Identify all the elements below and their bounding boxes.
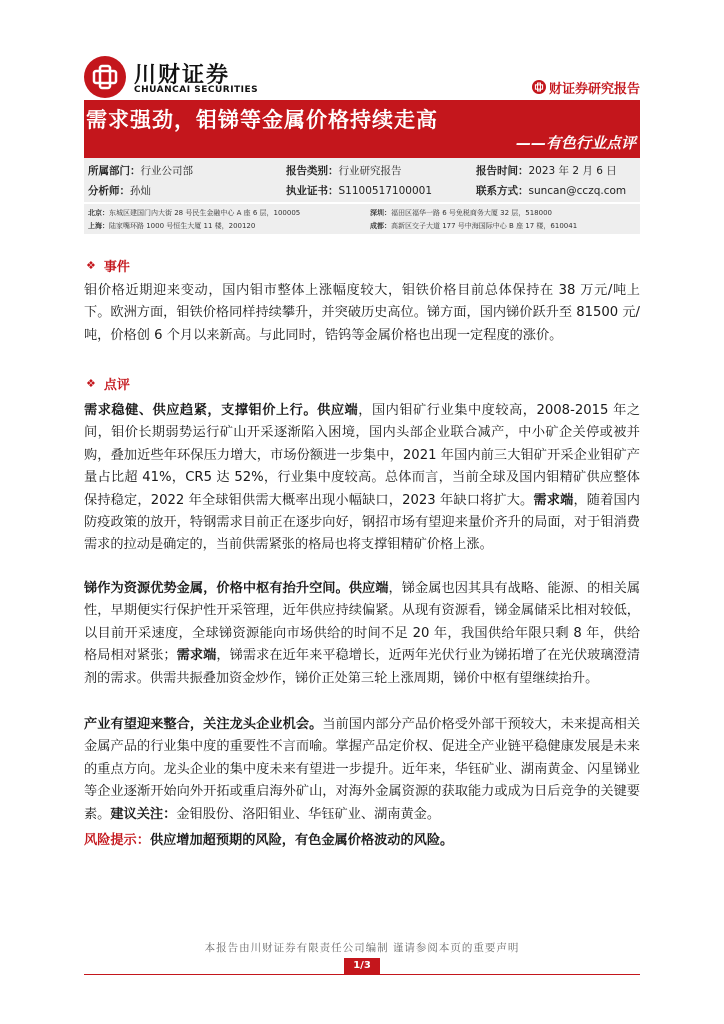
analyst-field: 分析师：孙灿 [88,184,151,197]
address-beijing: 北京：东城区建国门内大街 28 号民生金融中心 A 座 6 层，100005 [88,209,301,217]
time-field: 报告时间：2023 年 2 月 6 日 [476,164,617,177]
event-heading: ❖ 事件 [86,259,130,275]
page-header [84,56,640,100]
report-meta [84,158,640,202]
address-shanghai: 上海：陆家嘴环路 1000 号恒生大厦 11 楼，200120 [88,222,256,230]
company-logo-icon [84,56,126,98]
report-subtitle: ——有色行业点评 [515,134,636,152]
comment-heading: ❖ 点评 [86,377,130,393]
report-brand [532,78,640,96]
contact-field: 联系方式：suncan@cczq.com [476,184,627,197]
antimony-paragraph: 锑作为资源优势金属，价格中枢有抬升空间。供应端，锑金属也因其具有战略、能源、的相关属性，早期便实行保护性开采管理，近年供应持续偏紧。从现有资源看，锑金属储采比相对较低，以目前开采速度，全球锑资源能向市场供给的时间不足 20 年，我国供给年限只剩 8 年，供给格局相对紧张；需求端，锑需求在近年来平稳增长，近两年光伏行业为锑拓增了在光伏玻璃澄清剂的需求。供需共振叠加资金炒作，锑价正处第三轮上涨周期，锑价中枢有望继续抬升。 [84,581,641,686]
diamond-bullet-icon: ❖ [86,259,96,272]
footer-disclaimer: 本报告由川财证券有限责任公司编制 谨请参阅本页的重要声明 [204,942,520,954]
company-name-cn: 川财证券 [134,63,231,88]
brand-mini-icon [532,80,546,94]
office-addresses [84,204,640,234]
report-title: 需求强劲，钼锑等金属价格持续走高 [86,108,438,132]
address-chengdu: 成都：高新区交子大道 177 号中海国际中心 B 座 17 楼，610041 [370,222,578,230]
cert-field: 执业证书：S1100517100001 [286,184,433,197]
report-brand-label: 财证券研究报告 [548,81,640,97]
event-paragraph: 钼价格近期迎来变动，国内钼市整体上涨幅度较大，钼铁价格目前总体保持在 38 万元/吨上下。欧洲方面，钼铁价格同样持续攀升，并突破历史高位。锑方面，国内锑价跃升至 81500 元/吨，价格创 6 个月以来新高。与此同时，锆钨等金属价格也出现一定程度的涨价。 [84,283,640,343]
footer-divider [84,974,640,975]
industry-paragraph: 产业有望迎来整合，关注龙头企业机会。当前国内部分产品价格受外部干预较大，未来提高相关金属产品的行业集中度的重要性不言而喻。掌握产品定价权、促进全产业链平稳健康发展是未来的重点方向。龙头企业的集中度未来有望进一步提升。近年来，华钰矿业、湖南黄金、闪星锑业等企业逐渐开始向外开拓或重启海外矿山，对海外金属资源的获取能力或成为日后竞争的关键要素。建议关注：金钼股份、洛阳钼业、华钰矿业、湖南黄金。 [84,717,641,822]
company-name-en: CHUANCAI SECURITIES [134,85,259,95]
risk-paragraph: 风险提示：供应增加超预期的风险，有色金属价格波动的风险。 [84,833,454,848]
address-shenzhen: 深圳：福田区福华一路 6 号免税商务大厦 32 层，518000 [370,209,552,217]
page-number: 1/3 [344,958,380,974]
molybdenum-paragraph: 需求稳健、供应趋紧，支撑钼价上行。供应端，国内钼矿行业集中度较高，2008-2015 年之间，钼价长期弱势运行矿山开采逐渐陷入困境，国内头部企业联合减产，中小矿企关停或被并购，叠加近些年环保压力增大，市场份额进一步集中，2021 年国内前三大钼矿开采企业钼矿产量占比超 41%，CR5 达 52%，行业集中度较高。总体而言，当前全球及国内钼精矿供应整体保持稳定，2022 年全球钼供需大概率出现小幅缺口，2023 年缺口将扩大。需求端，随着国内防疫政策的放开，特钢需求目前正在逐步向好，钢招市场有望迎来量价齐升的局面，对于钼消费需求的拉动是确定的，当前供需紧张的格局也将支撑钼精矿价格上涨。 [84,403,641,553]
type-field: 报告类别：行业研究报告 [286,164,402,177]
dept-field: 所属部门：行业公司部 [88,164,193,177]
diamond-bullet-icon: ❖ [86,377,96,390]
title-band [84,100,640,158]
